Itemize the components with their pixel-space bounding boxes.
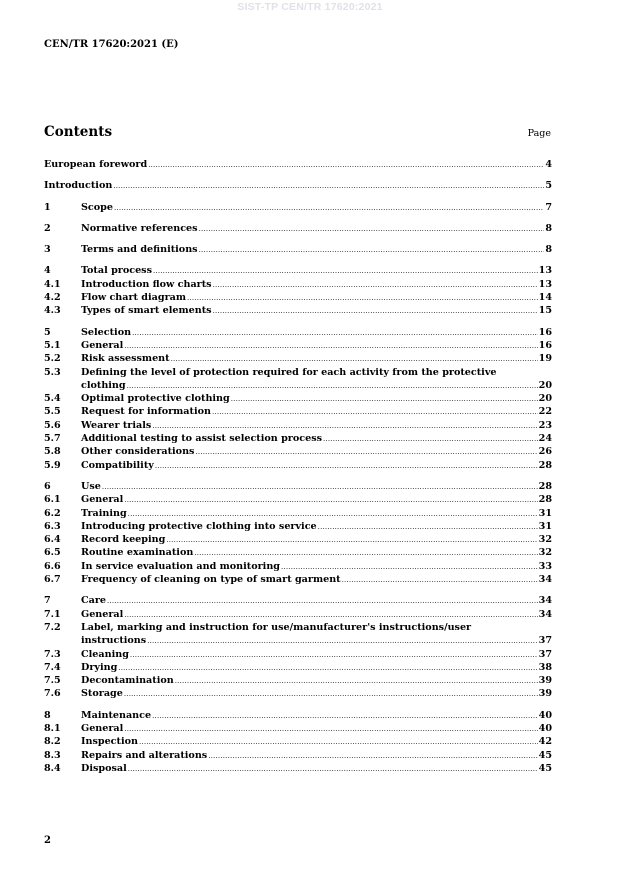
toc-entry-page: 13 xyxy=(538,278,552,290)
toc-entry[interactable] xyxy=(44,201,552,214)
toc-group xyxy=(44,594,552,700)
toc-entry-page: 8 xyxy=(545,222,552,234)
toc-entry-title: Additional testing to assist selection process xyxy=(81,433,322,445)
toc-entry-number: 4.2 xyxy=(44,292,61,304)
toc-entry-title: Cleaning xyxy=(81,648,129,660)
toc-entry-title: Label, marking and instruction for use/manufacturer's instructions/user xyxy=(81,621,472,633)
toc-entry[interactable] xyxy=(44,573,552,586)
toc-entry-number: 6.3 xyxy=(44,520,61,532)
toc-leader-dots xyxy=(124,723,537,736)
toc-entry-title: Normative references xyxy=(81,222,198,234)
toc-entry-title: Selection xyxy=(81,326,132,338)
toc-entry-title: Risk assessment xyxy=(81,353,170,365)
toc-entry-title: Care xyxy=(81,595,107,607)
toc-entry-page: 28 xyxy=(538,459,552,471)
toc-entry-page: 37 xyxy=(538,648,552,660)
toc-entry-number: 3 xyxy=(44,244,51,256)
toc-leader-dots xyxy=(208,750,537,763)
toc-entry-number: 5.1 xyxy=(44,339,61,351)
toc-entry-page: 14 xyxy=(538,292,552,304)
toc-group xyxy=(44,201,552,214)
toc-leader-dots xyxy=(155,460,538,473)
toc-entry-title: Wearer trials xyxy=(81,419,152,431)
toc-leader-dots xyxy=(118,662,537,675)
toc-entry-title: Repairs and alterations xyxy=(81,749,208,761)
toc-entry-title: General xyxy=(81,608,124,620)
toc-entry-title: Flow chart diagram xyxy=(81,292,187,304)
toc-leader-dots xyxy=(124,340,537,353)
toc-entry-number: 6 xyxy=(44,480,51,492)
toc-entry-page: 15 xyxy=(538,305,552,317)
toc-entry-page: 16 xyxy=(538,326,552,338)
page-number: 2 xyxy=(44,835,51,846)
toc-entry-title: Storage xyxy=(81,688,123,700)
table-of-contents xyxy=(44,158,552,783)
toc-entry-page: 28 xyxy=(538,480,552,492)
toc-entry[interactable] xyxy=(44,507,552,520)
toc-entry[interactable] xyxy=(44,304,552,317)
toc-leader-dots xyxy=(187,292,538,305)
toc-leader-dots xyxy=(213,279,538,292)
toc-entry-number: 6.1 xyxy=(44,494,61,506)
toc-entry-page: 37 xyxy=(538,635,552,647)
toc-entry[interactable] xyxy=(44,594,552,607)
toc-entry[interactable] xyxy=(44,432,552,445)
toc-entry-page: 13 xyxy=(538,265,552,277)
toc-entry[interactable] xyxy=(44,493,552,506)
toc-entry-number: 2 xyxy=(44,222,51,234)
toc-leader-dots xyxy=(102,481,538,494)
toc-leader-dots xyxy=(152,420,537,433)
toc-group xyxy=(44,222,552,235)
toc-entry[interactable] xyxy=(44,533,552,546)
toc-entry[interactable] xyxy=(44,158,552,171)
toc-entry-title: Record keeping xyxy=(81,534,166,546)
toc-entry-page: 24 xyxy=(538,433,552,445)
toc-entry-page: 45 xyxy=(538,749,552,761)
toc-entry-page: 33 xyxy=(538,560,552,572)
toc-entry-number: 7.4 xyxy=(44,661,61,673)
toc-entry-page: 23 xyxy=(538,419,552,431)
toc-leader-dots xyxy=(175,675,538,688)
toc-entry-page: 39 xyxy=(538,675,552,687)
toc-entry-number: 6.7 xyxy=(44,574,61,586)
toc-entry-page: 28 xyxy=(538,494,552,506)
toc-entry-number: 6.2 xyxy=(44,507,61,519)
toc-entry-title: Introduction flow charts xyxy=(81,278,212,290)
toc-group xyxy=(44,158,552,171)
toc-group xyxy=(44,326,552,472)
toc-entry-page: 40 xyxy=(538,709,552,721)
toc-entry-number: 5.4 xyxy=(44,393,61,405)
toc-entry[interactable] xyxy=(44,661,552,674)
toc-entry-title: Disposal xyxy=(81,762,127,774)
document-id: CEN/TR 17620:2021 (E) xyxy=(44,39,179,50)
toc-leader-dots xyxy=(166,534,537,547)
toc-leader-dots xyxy=(113,180,544,193)
toc-entry-page: 31 xyxy=(538,520,552,532)
page-column-label: Page xyxy=(527,128,551,139)
toc-leader-dots xyxy=(124,609,537,622)
toc-entry-number: 7.6 xyxy=(44,688,61,700)
toc-leader-dots xyxy=(107,595,538,608)
toc-leader-dots xyxy=(124,494,537,507)
toc-entry[interactable] xyxy=(44,459,552,472)
toc-entry-number: 5 xyxy=(44,326,51,338)
toc-group xyxy=(44,243,552,256)
toc-entry-page: 40 xyxy=(538,722,552,734)
toc-entry[interactable] xyxy=(44,352,552,365)
toc-entry-page: 38 xyxy=(538,661,552,673)
toc-leader-dots xyxy=(147,635,537,648)
toc-entry-title: Routine examination xyxy=(81,547,194,559)
toc-entry[interactable] xyxy=(44,392,552,405)
toc-entry-number: 4.3 xyxy=(44,305,61,317)
toc-entry[interactable] xyxy=(44,291,552,304)
toc-entry-page: 8 xyxy=(545,244,552,256)
toc-entry-number: 7 xyxy=(44,595,51,607)
toc-entry-title: Introducing protective clothing into service xyxy=(81,520,317,532)
toc-group xyxy=(44,264,552,317)
toc-entry[interactable] xyxy=(44,648,552,661)
toc-entry-number: 7.1 xyxy=(44,608,61,620)
toc-entry-page: 32 xyxy=(538,547,552,559)
toc-entry[interactable] xyxy=(44,709,552,722)
toc-leader-dots xyxy=(128,763,538,776)
toc-leader-dots xyxy=(148,159,544,172)
toc-group xyxy=(44,480,552,586)
toc-entry[interactable] xyxy=(44,762,552,775)
toc-entry-number: 5.6 xyxy=(44,419,61,431)
toc-entry-title: In service evaluation and monitoring xyxy=(81,560,281,572)
toc-leader-dots xyxy=(212,406,538,419)
toc-leader-dots xyxy=(132,327,538,340)
toc-leader-dots xyxy=(231,393,538,406)
toc-entry-number: 6.4 xyxy=(44,534,61,546)
toc-entry-number: 8 xyxy=(44,709,51,721)
toc-leader-dots xyxy=(127,380,538,393)
toc-entry-page: 20 xyxy=(538,379,552,391)
toc-entry-title: Optimal protective clothing xyxy=(81,393,230,405)
toc-leader-dots xyxy=(130,649,538,662)
toc-entry-page: 7 xyxy=(545,201,552,213)
toc-entry-page: 34 xyxy=(538,574,552,586)
toc-entry[interactable] xyxy=(44,621,552,634)
toc-leader-dots xyxy=(194,547,537,560)
toc-entry-page: 22 xyxy=(538,406,552,418)
toc-leader-dots xyxy=(318,521,538,534)
toc-leader-dots xyxy=(139,736,538,749)
toc-entry-number: 5.3 xyxy=(44,366,61,378)
toc-entry-title: Training xyxy=(81,507,127,519)
toc-leader-dots xyxy=(342,574,538,587)
toc-entry[interactable] xyxy=(44,735,552,748)
toc-entry-title: Frequency of cleaning on type of smart garment xyxy=(81,574,341,586)
toc-entry-page: 16 xyxy=(538,339,552,351)
toc-entry-title: General xyxy=(81,494,124,506)
toc-entry-number: 5.8 xyxy=(44,446,61,458)
toc-entry-number: 8.1 xyxy=(44,722,61,734)
toc-entry-page: 20 xyxy=(538,393,552,405)
toc-entry-number: 6.5 xyxy=(44,547,61,559)
toc-entry-number: 1 xyxy=(44,201,51,213)
toc-entry[interactable] xyxy=(44,480,552,493)
toc-entry-continuation[interactable] xyxy=(44,379,552,392)
toc-entry-number: 4 xyxy=(44,265,51,277)
toc-entry-title-continued: clothing xyxy=(81,379,126,391)
toc-leader-dots xyxy=(199,223,545,236)
toc-entry[interactable] xyxy=(44,560,552,573)
toc-entry[interactable] xyxy=(44,749,552,762)
toc-entry[interactable] xyxy=(44,674,552,687)
toc-entry-title: Defining the level of protection required for each activity from the protective xyxy=(81,366,497,378)
toc-entry-title: General xyxy=(81,339,124,351)
toc-entry-page: 4 xyxy=(545,159,552,170)
toc-entry-number: 7.2 xyxy=(44,621,61,633)
toc-entry[interactable] xyxy=(44,445,552,458)
toc-group xyxy=(44,709,552,775)
toc-entry[interactable] xyxy=(44,608,552,621)
toc-leader-dots xyxy=(195,446,537,459)
toc-entry-number: 7.5 xyxy=(44,675,61,687)
toc-leader-dots xyxy=(213,305,538,318)
toc-entry-number: 5.7 xyxy=(44,433,61,445)
toc-leader-dots xyxy=(171,353,538,366)
toc-entry[interactable] xyxy=(44,339,552,352)
toc-entry-page: 5 xyxy=(545,180,552,192)
toc-entry-number: 6.6 xyxy=(44,560,61,572)
toc-entry-page: 31 xyxy=(538,507,552,519)
toc-entry-number: 4.1 xyxy=(44,278,61,290)
toc-entry-title: Compatibility xyxy=(81,459,154,471)
toc-entry-title: Maintenance xyxy=(81,709,152,721)
toc-entry-title: Request for information xyxy=(81,406,211,418)
toc-entry-number: 5.5 xyxy=(44,406,61,418)
toc-group xyxy=(44,179,552,192)
toc-entry-number: 8.2 xyxy=(44,736,61,748)
toc-entry[interactable] xyxy=(44,366,552,379)
toc-leader-dots xyxy=(124,688,538,701)
toc-entry-page: 45 xyxy=(538,762,552,774)
toc-entry-number: 8.3 xyxy=(44,749,61,761)
toc-entry-number: 8.4 xyxy=(44,762,61,774)
toc-entry-page: 42 xyxy=(538,736,552,748)
toc-entry-title: Terms and definitions xyxy=(81,244,198,256)
toc-entry[interactable] xyxy=(44,546,552,559)
toc-entry-title: Scope xyxy=(81,201,113,213)
toc-entry[interactable] xyxy=(44,687,552,700)
toc-entry[interactable] xyxy=(44,722,552,735)
toc-entry-number: 5.2 xyxy=(44,353,61,365)
toc-entry-page: 39 xyxy=(538,688,552,700)
toc-leader-dots xyxy=(281,561,538,574)
toc-entry-title: Total process xyxy=(81,265,152,277)
toc-leader-dots xyxy=(323,433,538,446)
toc-entry-page: 34 xyxy=(538,608,552,620)
toc-entry[interactable] xyxy=(44,222,552,235)
toc-entry[interactable] xyxy=(44,264,552,277)
toc-entry-title: Types of smart elements xyxy=(81,305,212,317)
toc-entry[interactable] xyxy=(44,179,552,192)
toc-entry[interactable] xyxy=(44,405,552,418)
toc-entry-page: 19 xyxy=(538,353,552,365)
toc-entry-title: Drying xyxy=(81,661,118,673)
toc-entry[interactable] xyxy=(44,278,552,291)
watermark: SIST-TP CEN/TR 17620:2021 xyxy=(237,1,383,13)
toc-entry-title: Use xyxy=(81,480,101,492)
toc-leader-dots xyxy=(153,265,538,278)
toc-entry[interactable] xyxy=(44,243,552,256)
toc-entry-continuation[interactable] xyxy=(44,634,552,647)
toc-entry-title: Decontamination xyxy=(81,675,174,687)
toc-entry[interactable] xyxy=(44,520,552,533)
toc-entry[interactable] xyxy=(44,326,552,339)
toc-entry-page: 32 xyxy=(538,534,552,546)
toc-entry-page: 26 xyxy=(538,446,552,458)
toc-entry-page: 34 xyxy=(538,595,552,607)
toc-leader-dots xyxy=(152,710,538,723)
toc-leader-dots xyxy=(128,508,538,521)
toc-entry-title: European foreword xyxy=(44,159,148,170)
toc-entry-title: General xyxy=(81,722,124,734)
toc-leader-dots xyxy=(114,202,544,215)
toc-entry-title: Inspection xyxy=(81,736,138,748)
toc-entry-title: Other considerations xyxy=(81,446,195,458)
toc-entry-number: 7.3 xyxy=(44,648,61,660)
toc-entry-number: 5.9 xyxy=(44,459,61,471)
toc-entry[interactable] xyxy=(44,419,552,432)
toc-leader-dots xyxy=(199,244,545,257)
toc-entry-title-continued: instructions xyxy=(81,635,147,647)
toc-entry-title: Introduction xyxy=(44,180,113,192)
contents-title: Contents xyxy=(44,124,113,140)
